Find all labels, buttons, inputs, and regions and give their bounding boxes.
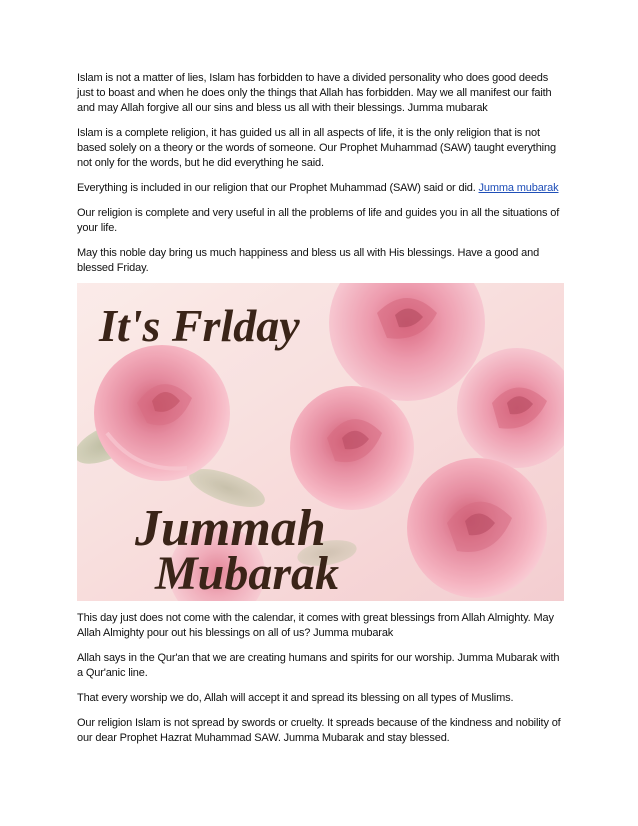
paragraph-3: [77, 181, 567, 196]
jummah-mubarak-image: [77, 283, 564, 601]
paragraph-2: Islam is a complete religion, it has guided us all in all aspects of life, it is the only religion that is not based solely on a theory or the words of someone. Our Prophet Muhammad (SAW) taught everything not only for the words, but he did everything he said.: [77, 127, 556, 169]
paragraph-3-text: Everything is included in our religion that our Prophet Muhammad (SAW) said or did.: [77, 182, 479, 194]
paragraph-6: This day just does not come with the calendar, it comes with great blessings from Allah Almighty. May Allah Almighty pour out his blessings on all of us? Jumma mubarak: [77, 612, 554, 639]
paragraph-5: May this noble day bring us much happiness and bless us all with His blessings. Have a good and blessed Friday.: [77, 247, 540, 274]
image-line-1: Jummah: [135, 500, 326, 557]
paragraph-1: Islam is not a matter of lies, Islam has forbidden to have a divided personality who does good deeds just to boast and when he does only the things that Allah has forbidden. May we all manifest our faith and may Allah forgive all our sins and bless us all with their blessings. Jumma mubarak: [77, 72, 552, 114]
paragraph-9: Our religion Islam is not spread by swords or cruelty. It spreads because of the kindness and nobility of our dear Prophet Hazrat Muhammad SAW. Jumma Mubarak and stay blessed.: [77, 717, 561, 744]
image-line-2: Mubarak: [155, 547, 340, 600]
bottom-text-block: [77, 611, 567, 756]
paragraph-4: Our religion is complete and very useful in all the problems of life and guides you in all the situations of your life.: [77, 207, 560, 234]
jumma-mubarak-link[interactable]: Jumma mubarak: [478, 182, 559, 194]
paragraph-8: That every worship we do, Allah will accept it and spread its blessing on all types of Muslims.: [77, 692, 514, 704]
rose-illustration: [77, 283, 564, 601]
top-text-block: [77, 71, 567, 286]
image-headline: It's Frlday: [99, 300, 300, 351]
paragraph-7: Allah says in the Qur'an that we are creating humans and spirits for our worship. Jumma Mubarak with a Qur'anic line.: [77, 652, 560, 679]
